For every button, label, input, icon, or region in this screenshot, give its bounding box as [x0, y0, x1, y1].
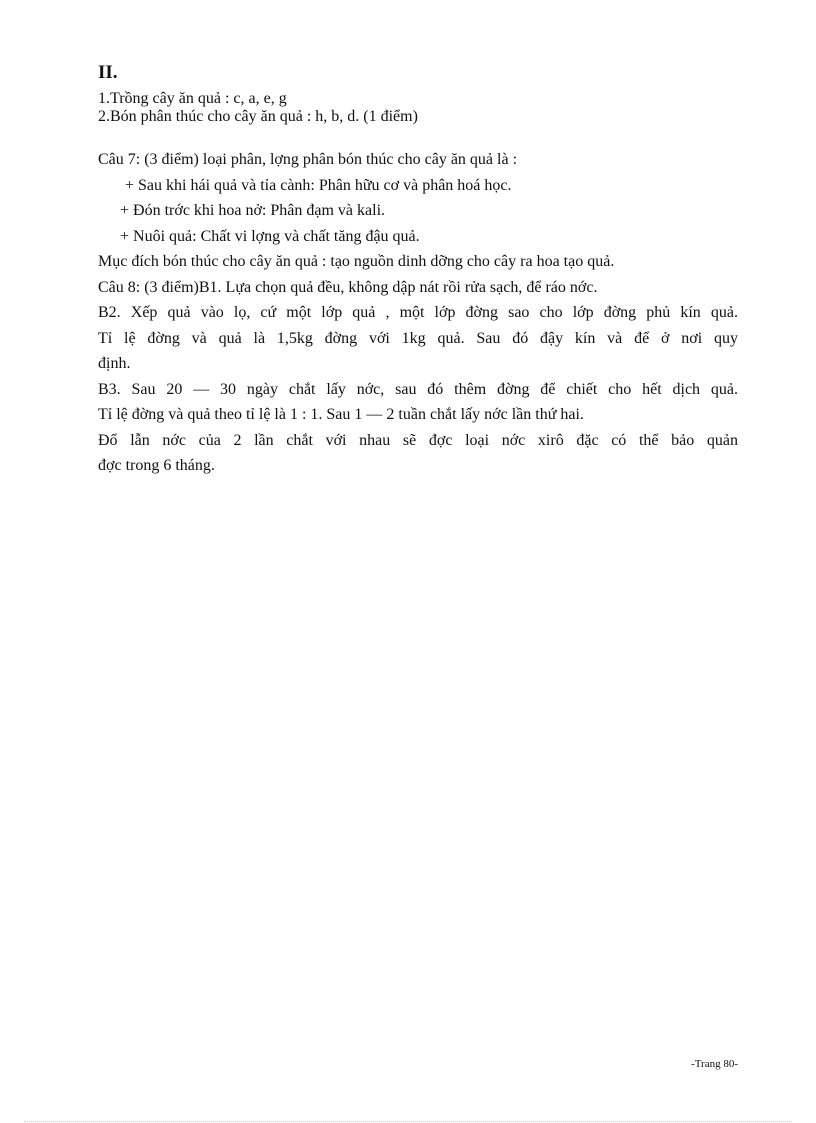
cau7-heading: Câu 7: (3 điểm) loại phân, lợng phân bón thúc cho cây ăn quả là : [98, 151, 518, 168]
page-number: -Trang 80- [691, 1058, 738, 1070]
cau8-b3-line-3: Đổ lẫn nớc của 2 lần chắt với nhau sẽ đợc loại nớc xirô đặc có thể bảo quản [98, 431, 738, 449]
cau7-item-1: + Sau khi hái quả và tỉa cành: Phân hữu cơ và phân hoá học. [125, 176, 512, 194]
cau7-item-3: + Nuôi quả: Chất vi lợng và chất tăng đậu quả. [120, 227, 420, 245]
cau7-item-2: + Đón trớc khi hoa nở: Phân đạm và kali. [120, 202, 386, 219]
cau8-b2-line-3: định. [98, 355, 131, 372]
cau7-purpose: Mục đích bón thúc cho cây ăn quả : tạo nguồn dinh dỡng cho cây ra hoa tạo quả. [98, 253, 615, 270]
body-text [98, 147, 738, 479]
cau8-b2-line-2: Tỉ lệ đờng và quả là 1,5kg đờng với 1kg quả. Sau đó đậy kín và để ở nơi quy [98, 329, 738, 347]
answer-line-1: 1.Trồng cây ăn quả : c, a, e, g [98, 90, 287, 107]
page-bottom-divider [24, 1121, 792, 1122]
cau8-b2-line-1: B2. Xếp quả vào lọ, cứ một lớp quả , một lớp đờng sao cho lớp đờng phủ kín quả. [98, 304, 738, 321]
cau8-b3-line-4: đợc trong 6 tháng. [98, 457, 215, 474]
cau8-b3-line-2: Tỉ lệ đờng và quả theo tỉ lệ là 1 : 1. Sau 1 — 2 tuần chắt lấy nớc lần thứ hai. [98, 406, 584, 423]
section-title: II. [98, 62, 118, 83]
answer-line-2: 2.Bón phân thúc cho cây ăn quả : h, b, d. (1 điểm) [98, 108, 418, 125]
cau8-b1: Câu 8: (3 điểm)B1. Lựa chọn quả đều, không dập nát rồi rửa sạch, để ráo nớc. [98, 278, 598, 296]
cau8-b3-line-1: B3. Sau 20 — 30 ngày chắt lấy nớc, sau đó thêm đờng để chiết cho hết dịch quả. [98, 380, 738, 398]
answers-block [98, 90, 738, 126]
